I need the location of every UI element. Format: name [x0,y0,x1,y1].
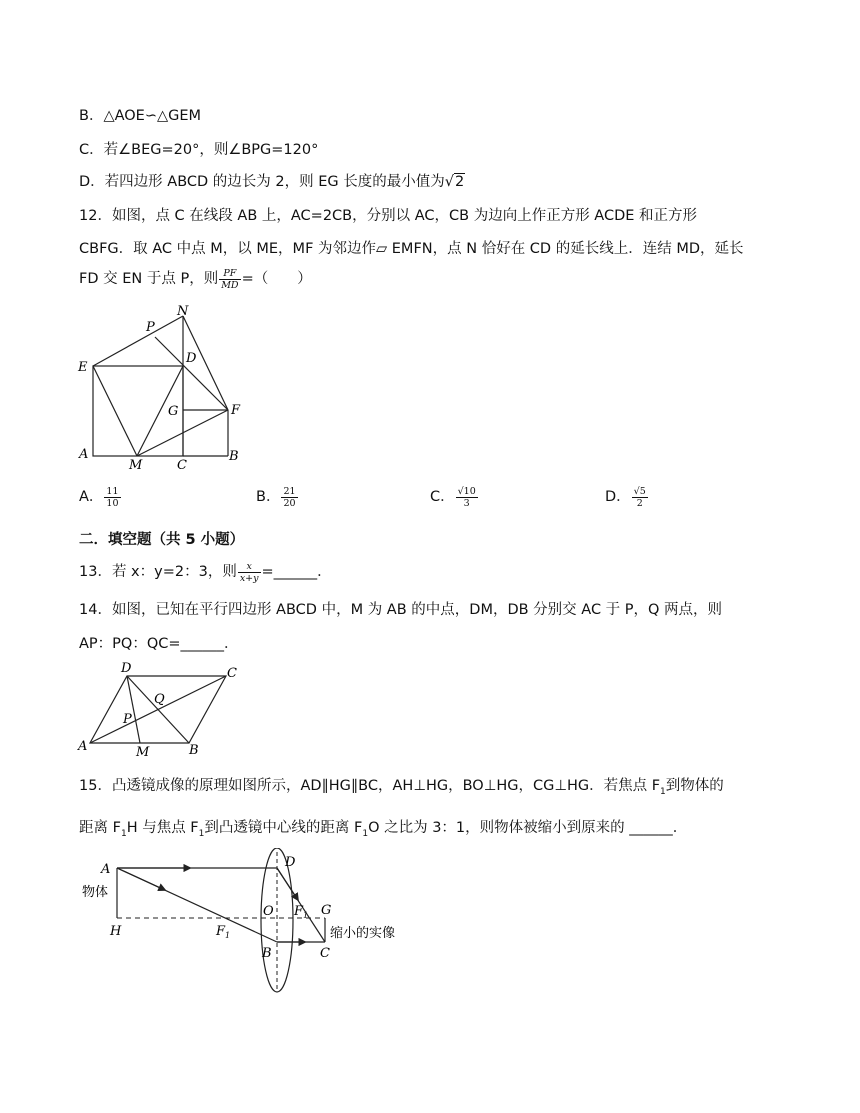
label-image: 缩小的实像 [330,926,396,941]
q11-option-d [79,170,465,191]
label-c: C [227,666,237,681]
label-g: G [168,404,179,419]
sqrt-symbol: √2 [444,174,465,190]
q12-option-d-den: 2 [636,497,643,509]
q12-line3-suffix: =（ ） [241,271,312,287]
q15-line2-sub3: 1 [362,828,369,839]
q12-option-a-num: 11 [106,485,119,497]
label-p: P [146,320,155,335]
q11-option-c: C．若∠BEG=20°，则∠BPG=120° [79,142,319,158]
label-f-right-letter: F [294,904,304,919]
q15-figure [78,848,438,998]
q12-option-c [430,485,479,509]
q13-line [79,560,332,584]
q13-suffix: =______． [261,564,332,580]
q12-figure [74,300,254,475]
label-d: D [285,855,296,870]
q12-line2: CBFG．取 AC 中点 M，以 ME，MF 为邻边作▱ EMFN，点 N 恰好在 CD 的延长线上．连结 MD，延长 [79,241,744,257]
label-m: M [136,745,150,758]
q15-line1-a: 15．凸透镜成像的原理如图所示，AD∥HG∥BC，AH⊥HG，BO⊥HG，CG⊥HG．若焦点 F [79,778,661,794]
label-d: D [121,661,132,676]
label-a: A [101,862,111,877]
label-o: O [263,904,274,919]
label-e: E [78,360,88,375]
q12-option-b-frac [281,486,297,509]
label-c: C [320,946,330,961]
label-f1-letter: F [216,924,226,939]
q12-option-c-frac [456,486,478,509]
label-d: D [186,351,197,366]
q15-line2 [79,816,687,839]
q15-line2-sub1: 1 [120,828,127,839]
q13-fraction [238,561,261,584]
label-p: P [123,712,132,727]
q12-option-c-num: √10 [457,485,476,497]
q15-line1-sub: 1 [660,786,666,797]
label-f1-sub: 1 [225,931,231,940]
label-b: B [229,449,239,464]
label-f: F [231,403,241,418]
label-f-right-sub: 1 [303,911,309,920]
q12-line3-prefix: FD 交 EN 于点 P，则 [79,271,219,287]
q12-fraction [219,268,240,291]
q12-option-a [79,485,122,509]
q12-option-a-letter: A． [79,489,104,505]
q12-option-b-den: 20 [283,497,296,509]
q15-line2-sub2: 1 [198,828,205,839]
q12-option-d [605,485,649,509]
q12-option-b-num: 21 [283,485,296,497]
q15-line2-b: H 与焦点 F [126,820,199,836]
q12-option-b [256,485,299,509]
q15-line2-a: 距离 F [79,820,121,836]
q11-option-b: B．△AOE∽△GEM [79,108,202,124]
q14-figure [76,658,246,758]
q14-line2: AP：PQ：QC=______． [79,636,239,652]
label-n: N [177,304,189,319]
section-title: 二．填空题（共 5 小题） [79,532,245,548]
label-f1 [215,924,230,940]
q12-frac-num: PF [219,268,240,280]
label-b: B [189,743,199,758]
label-f-right [293,904,308,920]
q13-frac-num: x [238,561,261,573]
label-object: 物体 [82,885,109,900]
q12-option-a-den: 10 [106,497,119,509]
q15-line2-c: 到凸透镜中心线的距离 F [204,820,363,836]
label-a: A [79,447,89,462]
q12-option-a-frac [104,486,120,509]
q15-line1 [79,774,724,797]
q12-line3 [79,267,312,291]
label-h: H [110,924,122,939]
q12-option-d-num: √5 [633,485,646,497]
label-b: B [262,946,272,961]
q12-frac-den: MD [221,279,239,291]
q13-frac-den: x+y [239,572,259,584]
q12-line1: 12．如图，点 C 在线段 AB 上，AC=2CB，分别以 AC，CB 为边向上作正方形 ACDE 和正方形 [79,208,698,224]
label-q: Q [154,692,165,707]
label-a: A [78,739,88,754]
label-c: C [177,458,187,473]
label-g: G [321,903,332,918]
q12-option-b-letter: B． [256,489,281,505]
q11-option-d-root: 2 [454,174,465,190]
q11-option-d-text: D．若四边形 ABCD 的边长为 2，则 EG 长度的最小值为 [79,174,445,190]
label-m: M [129,458,143,473]
q12-option-c-den: 3 [463,497,470,509]
q12-option-c-letter: C． [430,489,455,505]
q14-line1: 14．如图，已知在平行四边形 ABCD 中，M 为 AB 的中点，DM，DB 分别交 AC 于 P，Q 两点，则 [79,602,723,618]
q13-prefix: 13．若 x：y=2：3，则 [79,564,237,580]
q12-option-d-frac [632,486,648,509]
q15-line1-b: 到物体的 [665,778,724,794]
q12-option-d-letter: D． [605,489,631,505]
q15-line2-d: O 之比为 3：1，则物体被缩小到原来的 ______． [368,820,688,836]
